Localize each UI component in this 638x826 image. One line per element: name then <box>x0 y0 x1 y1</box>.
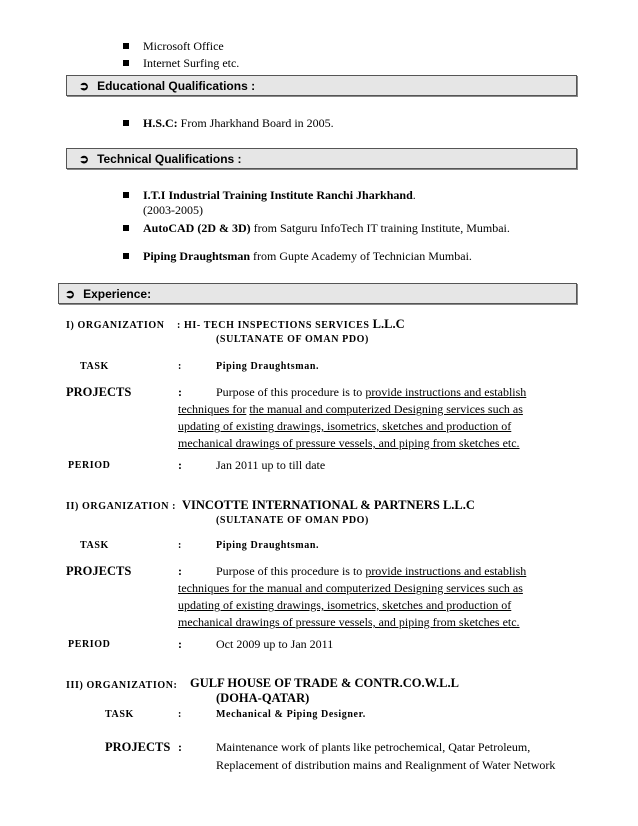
period-value: Jan 2011 up to till date <box>216 458 326 472</box>
org-name: : HI- TECH INSPECTIONS SERVICES L.L.C <box>177 317 405 331</box>
skill-item: Microsoft Office <box>123 39 224 54</box>
task-value: Piping Draughtsman. <box>216 540 320 551</box>
org-location: (SULTANATE OF OMAN PDO) <box>216 334 369 345</box>
technical-item: I.T.I Industrial Training Institute Ranchi Jharkhand. (2003-2005) <box>123 188 416 218</box>
square-bullet-icon <box>123 192 129 198</box>
square-bullet-icon <box>123 253 129 259</box>
task-value: Mechanical & Piping Designer. <box>216 709 366 720</box>
period-value: Oct 2009 up to Jan 2011 <box>216 637 334 651</box>
arrow-icon: ➲ <box>65 286 76 301</box>
colon: : <box>178 361 182 372</box>
project-line: mechanical drawings of pressure vessels, and piping from sketches etc. <box>178 615 520 629</box>
period-label: PERIOD <box>68 460 111 471</box>
educational-heading: Educational Qualifications : <box>97 78 256 93</box>
org-label: II) ORGANIZATION : <box>66 501 177 512</box>
project-line: Purpose of this procedure is to provide instructions and establish <box>216 385 527 399</box>
org-name: VINCOTTE INTERNATIONAL & PARTNERS L.L.C <box>182 498 475 512</box>
square-bullet-icon <box>123 120 129 126</box>
educational-heading-bar <box>66 75 577 96</box>
org-name: GULF HOUSE OF TRADE & CONTR.CO.W.L.L <box>190 676 459 690</box>
project-line: techniques for the manual and computerized Designing services such as <box>178 402 523 416</box>
org-location: (DOHA-QATAR) <box>216 691 310 705</box>
colon: : <box>178 385 182 399</box>
task-label: TASK <box>80 361 109 372</box>
projects-label: PROJECTS <box>66 564 132 578</box>
colon: : <box>178 540 182 551</box>
arrow-icon: ➲ <box>79 151 90 166</box>
period-label: PERIOD <box>68 639 111 650</box>
task-value: Piping Draughtsman. <box>216 361 320 372</box>
arrow-icon: ➲ <box>79 78 90 93</box>
square-bullet-icon <box>123 60 129 66</box>
task-label: TASK <box>105 709 134 720</box>
task-label: TASK <box>80 540 109 551</box>
skill-item: Internet Surfing etc. <box>123 56 239 71</box>
project-line: mechanical drawings of pressure vessels, and piping from sketches etc. <box>178 436 520 450</box>
project-line: Maintenance work of plants like petrochemical, Qatar Petroleum, <box>216 740 531 754</box>
square-bullet-icon <box>123 43 129 49</box>
colon: : <box>178 709 182 720</box>
projects-label: PROJECTS <box>66 385 132 399</box>
org-label: I) ORGANIZATION <box>66 320 165 331</box>
experience-heading: Experience: <box>83 286 152 301</box>
technical-item: Piping Draughtsman from Gupte Academy of Technician Mumbai. <box>123 249 472 264</box>
square-bullet-icon <box>123 225 129 231</box>
education-item: H.S.C: From Jharkhand Board in 2005. <box>123 116 334 131</box>
org-location: (SULTANATE OF OMAN PDO) <box>216 515 369 526</box>
project-line: Replacement of distribution mains and Realignment of Water Network <box>216 758 556 772</box>
project-line: updating of existing drawings, isometrics, sketches and production of <box>178 419 512 433</box>
colon: : <box>178 637 182 651</box>
colon: : <box>178 564 182 578</box>
colon: : <box>178 740 182 754</box>
technical-heading-bar <box>66 148 577 169</box>
technical-item: AutoCAD (2D & 3D) from Satguru InfoTech IT training Institute, Mumbai. <box>123 221 510 236</box>
project-line: updating of existing drawings, isometrics, sketches and production of <box>178 598 512 612</box>
org-label: III) ORGANIZATION: <box>66 680 178 691</box>
technical-heading: Technical Qualifications : <box>97 151 242 166</box>
project-line: Purpose of this procedure is to provide instructions and establish <box>216 564 527 578</box>
experience-heading-bar <box>58 283 577 304</box>
project-line: techniques for the manual and computerized Designing services such as <box>178 581 523 595</box>
projects-label: PROJECTS <box>105 740 171 754</box>
colon: : <box>178 458 182 472</box>
